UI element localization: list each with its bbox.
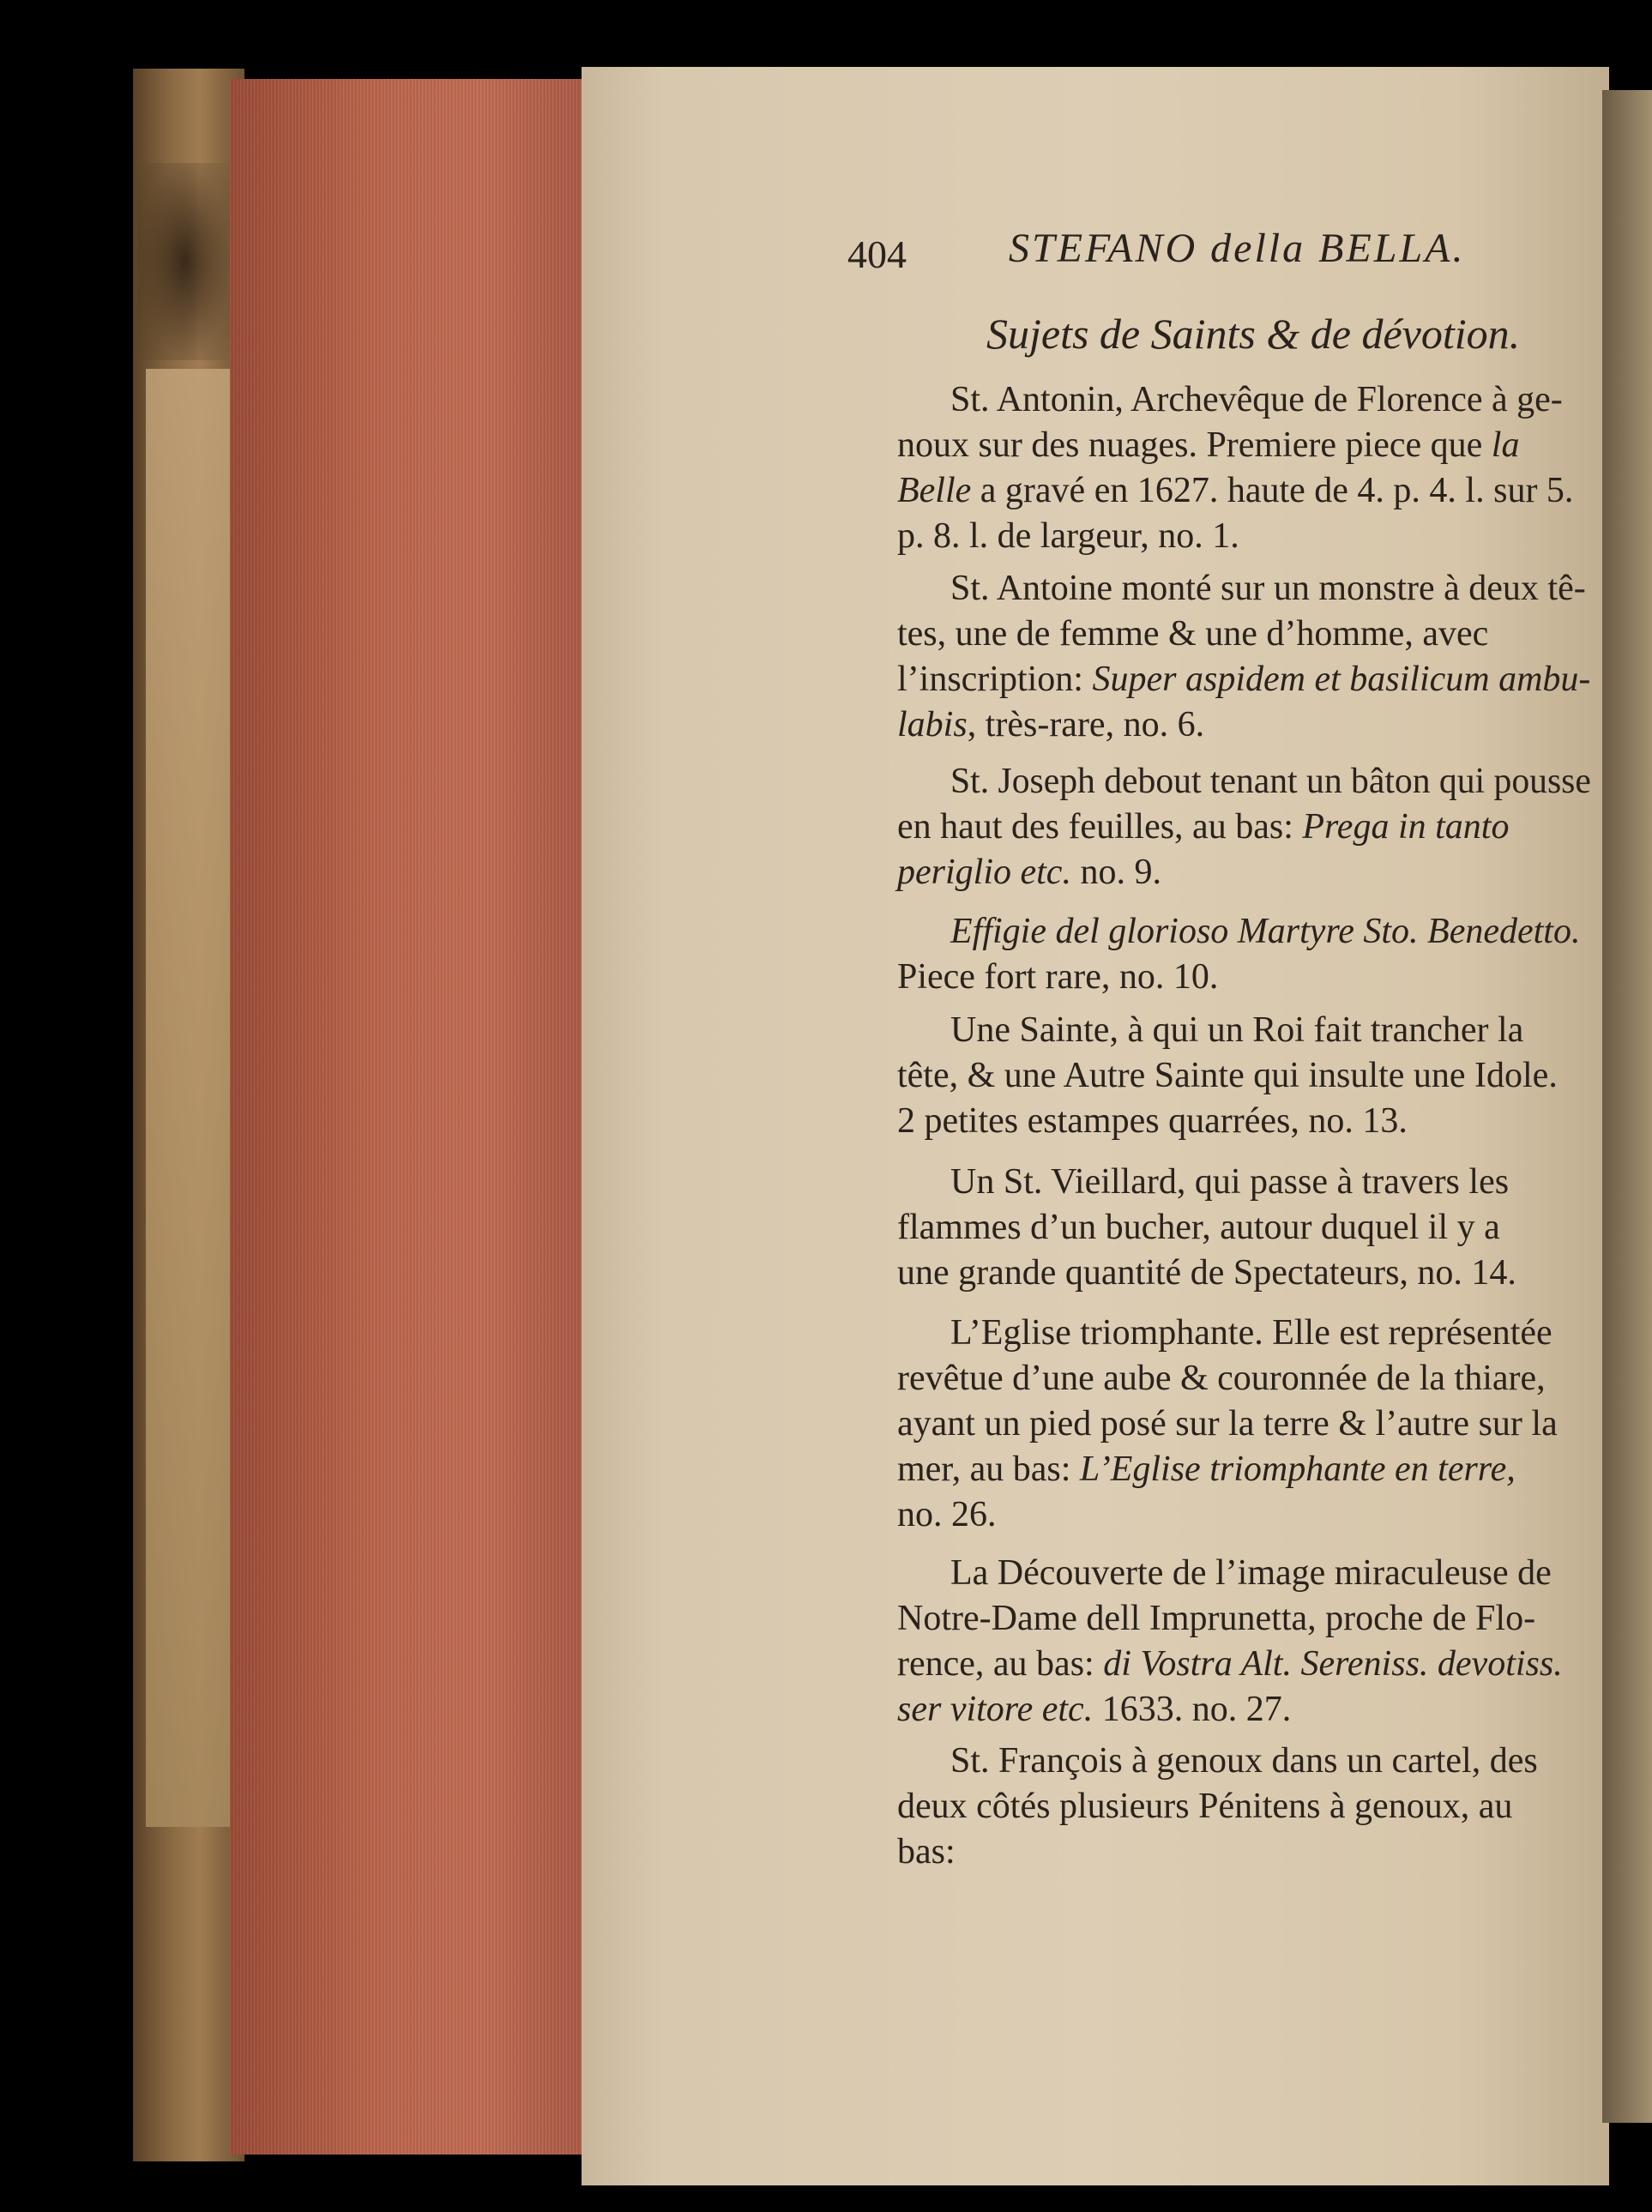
text-run: Piece fort rare, no. 10. — [897, 957, 1219, 997]
entry-8-line-1 — [950, 1551, 1552, 1595]
entry-7-line-2 — [897, 1356, 1546, 1401]
text-run: tête, & une Autre Sainte qui insulte une Idole. — [897, 1056, 1558, 1095]
entry-5-line-3 — [897, 1099, 1408, 1143]
entry-4-line-2 — [897, 955, 1218, 999]
entry-1-line-3 — [897, 468, 1573, 513]
text-run: St. Joseph debout tenant un bâton qui pousse — [950, 762, 1591, 801]
facing-page-edge — [1602, 90, 1652, 2123]
entry-6-line-3 — [897, 1251, 1516, 1295]
entry-8-line-3 — [897, 1642, 1563, 1686]
entry-1-line-4 — [897, 514, 1239, 558]
entry-5-line-2 — [897, 1053, 1558, 1098]
text-run: , très-rare, no. 6. — [967, 705, 1205, 744]
entry-1-line-1 — [950, 377, 1563, 422]
text-run: p. 8. l. de largeur, no. 1. — [897, 516, 1239, 556]
text-run: L’Eglise triomphante. Elle est représentée — [950, 1313, 1553, 1353]
text-run: deux côtés plusieurs Pénitens à genoux, au — [897, 1787, 1513, 1826]
entry-2-line-4 — [897, 702, 1204, 747]
text-run: mer, au bas: — [897, 1450, 1080, 1489]
text-run: bas: — [897, 1832, 956, 1871]
entry-5-line-1 — [950, 1008, 1523, 1052]
entry-3-line-2 — [897, 805, 1509, 849]
text-run: tes, une de femme & une d’homme, avec — [897, 614, 1489, 654]
text-run: une grande quantité de Spectateurs, no. 14. — [897, 1253, 1516, 1293]
text-run: St. Antonin, Archevêque de Florence à ge- — [950, 380, 1563, 419]
text-run: Super aspidem et basilicum ambu- — [1092, 660, 1591, 699]
entry-3-line-3 — [897, 850, 1161, 895]
text-run: 2 petites estampes quarrées, no. 13. — [897, 1101, 1408, 1141]
text-run: rence, au bas: — [897, 1644, 1104, 1684]
entry-8-line-4 — [897, 1687, 1291, 1732]
text-run: la — [1491, 425, 1520, 465]
text-run: periglio etc. — [897, 853, 1071, 892]
entry-4-line-1 — [950, 909, 1580, 954]
text-run: La Découverte de l’image miraculeuse de — [950, 1553, 1552, 1593]
entry-2-line-1 — [950, 566, 1586, 611]
section-title: Sujets de Saints & de dévotion. — [986, 310, 1521, 358]
cover-stain — [137, 163, 232, 360]
entry-7-line-3 — [897, 1401, 1558, 1446]
text-run: Un St. Vieillard, qui passe à travers les — [950, 1162, 1510, 1202]
text-run: 1633. no. 27. — [1093, 1690, 1292, 1729]
entry-6-line-1 — [950, 1160, 1509, 1204]
text-run: Belle — [897, 471, 972, 510]
text-run: revêtue d’une aube & couronnée de la thiare, — [897, 1359, 1546, 1398]
entry-2-line-3 — [897, 657, 1590, 702]
entry-3-line-1 — [950, 759, 1591, 804]
red-page-edges — [230, 79, 586, 2155]
text-run: ser vitore etc. — [897, 1690, 1094, 1729]
text-run: l’inscription: — [897, 660, 1093, 699]
text-run: labis — [897, 705, 968, 744]
text-run: no. 9. — [1070, 853, 1161, 892]
text-run: no. 26. — [897, 1495, 997, 1534]
text-run: ayant un pied posé sur la terre & l’autre sur la — [897, 1404, 1558, 1444]
entry-2-line-2 — [897, 612, 1488, 656]
entry-7-line-1 — [950, 1311, 1553, 1355]
text-run: Prega in tanto — [1302, 807, 1510, 847]
entry-9-line-2 — [897, 1784, 1512, 1829]
text-run: L’Eglise triomphante en terre, — [1079, 1450, 1516, 1489]
text-run: Notre-Dame dell Imprunetta, proche de Flo- — [897, 1599, 1536, 1638]
entry-9-line-3 — [897, 1829, 956, 1874]
text-run: Effigie del glorioso Martyre Sto. Benedetto. — [950, 912, 1581, 951]
entry-7-line-4 — [897, 1447, 1516, 1492]
entry-1-line-2 — [897, 423, 1519, 467]
text-run: di Vostra Alt. Sereniss. devotiss. — [1103, 1644, 1563, 1684]
entry-6-line-2 — [897, 1205, 1500, 1250]
text-run: flammes d’un bucher, autour duquel il y a — [897, 1208, 1500, 1247]
text-run: St. Antoine monté sur un monstre à deux tê- — [950, 569, 1586, 608]
entry-9-line-1 — [950, 1739, 1538, 1783]
entry-7-line-5 — [897, 1492, 997, 1537]
cover-paper-edge — [146, 369, 232, 1827]
page-number: 404 — [847, 232, 907, 276]
text-run: St. François à genoux dans un cartel, des — [950, 1741, 1538, 1781]
running-title: STEFANO della BELLA. — [1009, 226, 1466, 271]
text-run: a gravé en 1627. haute de 4. p. 4. l. sur 5. — [971, 471, 1574, 510]
text-run: en haut des feuilles, au bas: — [897, 807, 1303, 847]
entry-8-line-2 — [897, 1596, 1535, 1641]
text-run: Une Sainte, à qui un Roi fait trancher la — [950, 1010, 1524, 1050]
text-run: noux sur des nuages. Premiere piece que — [897, 425, 1492, 465]
